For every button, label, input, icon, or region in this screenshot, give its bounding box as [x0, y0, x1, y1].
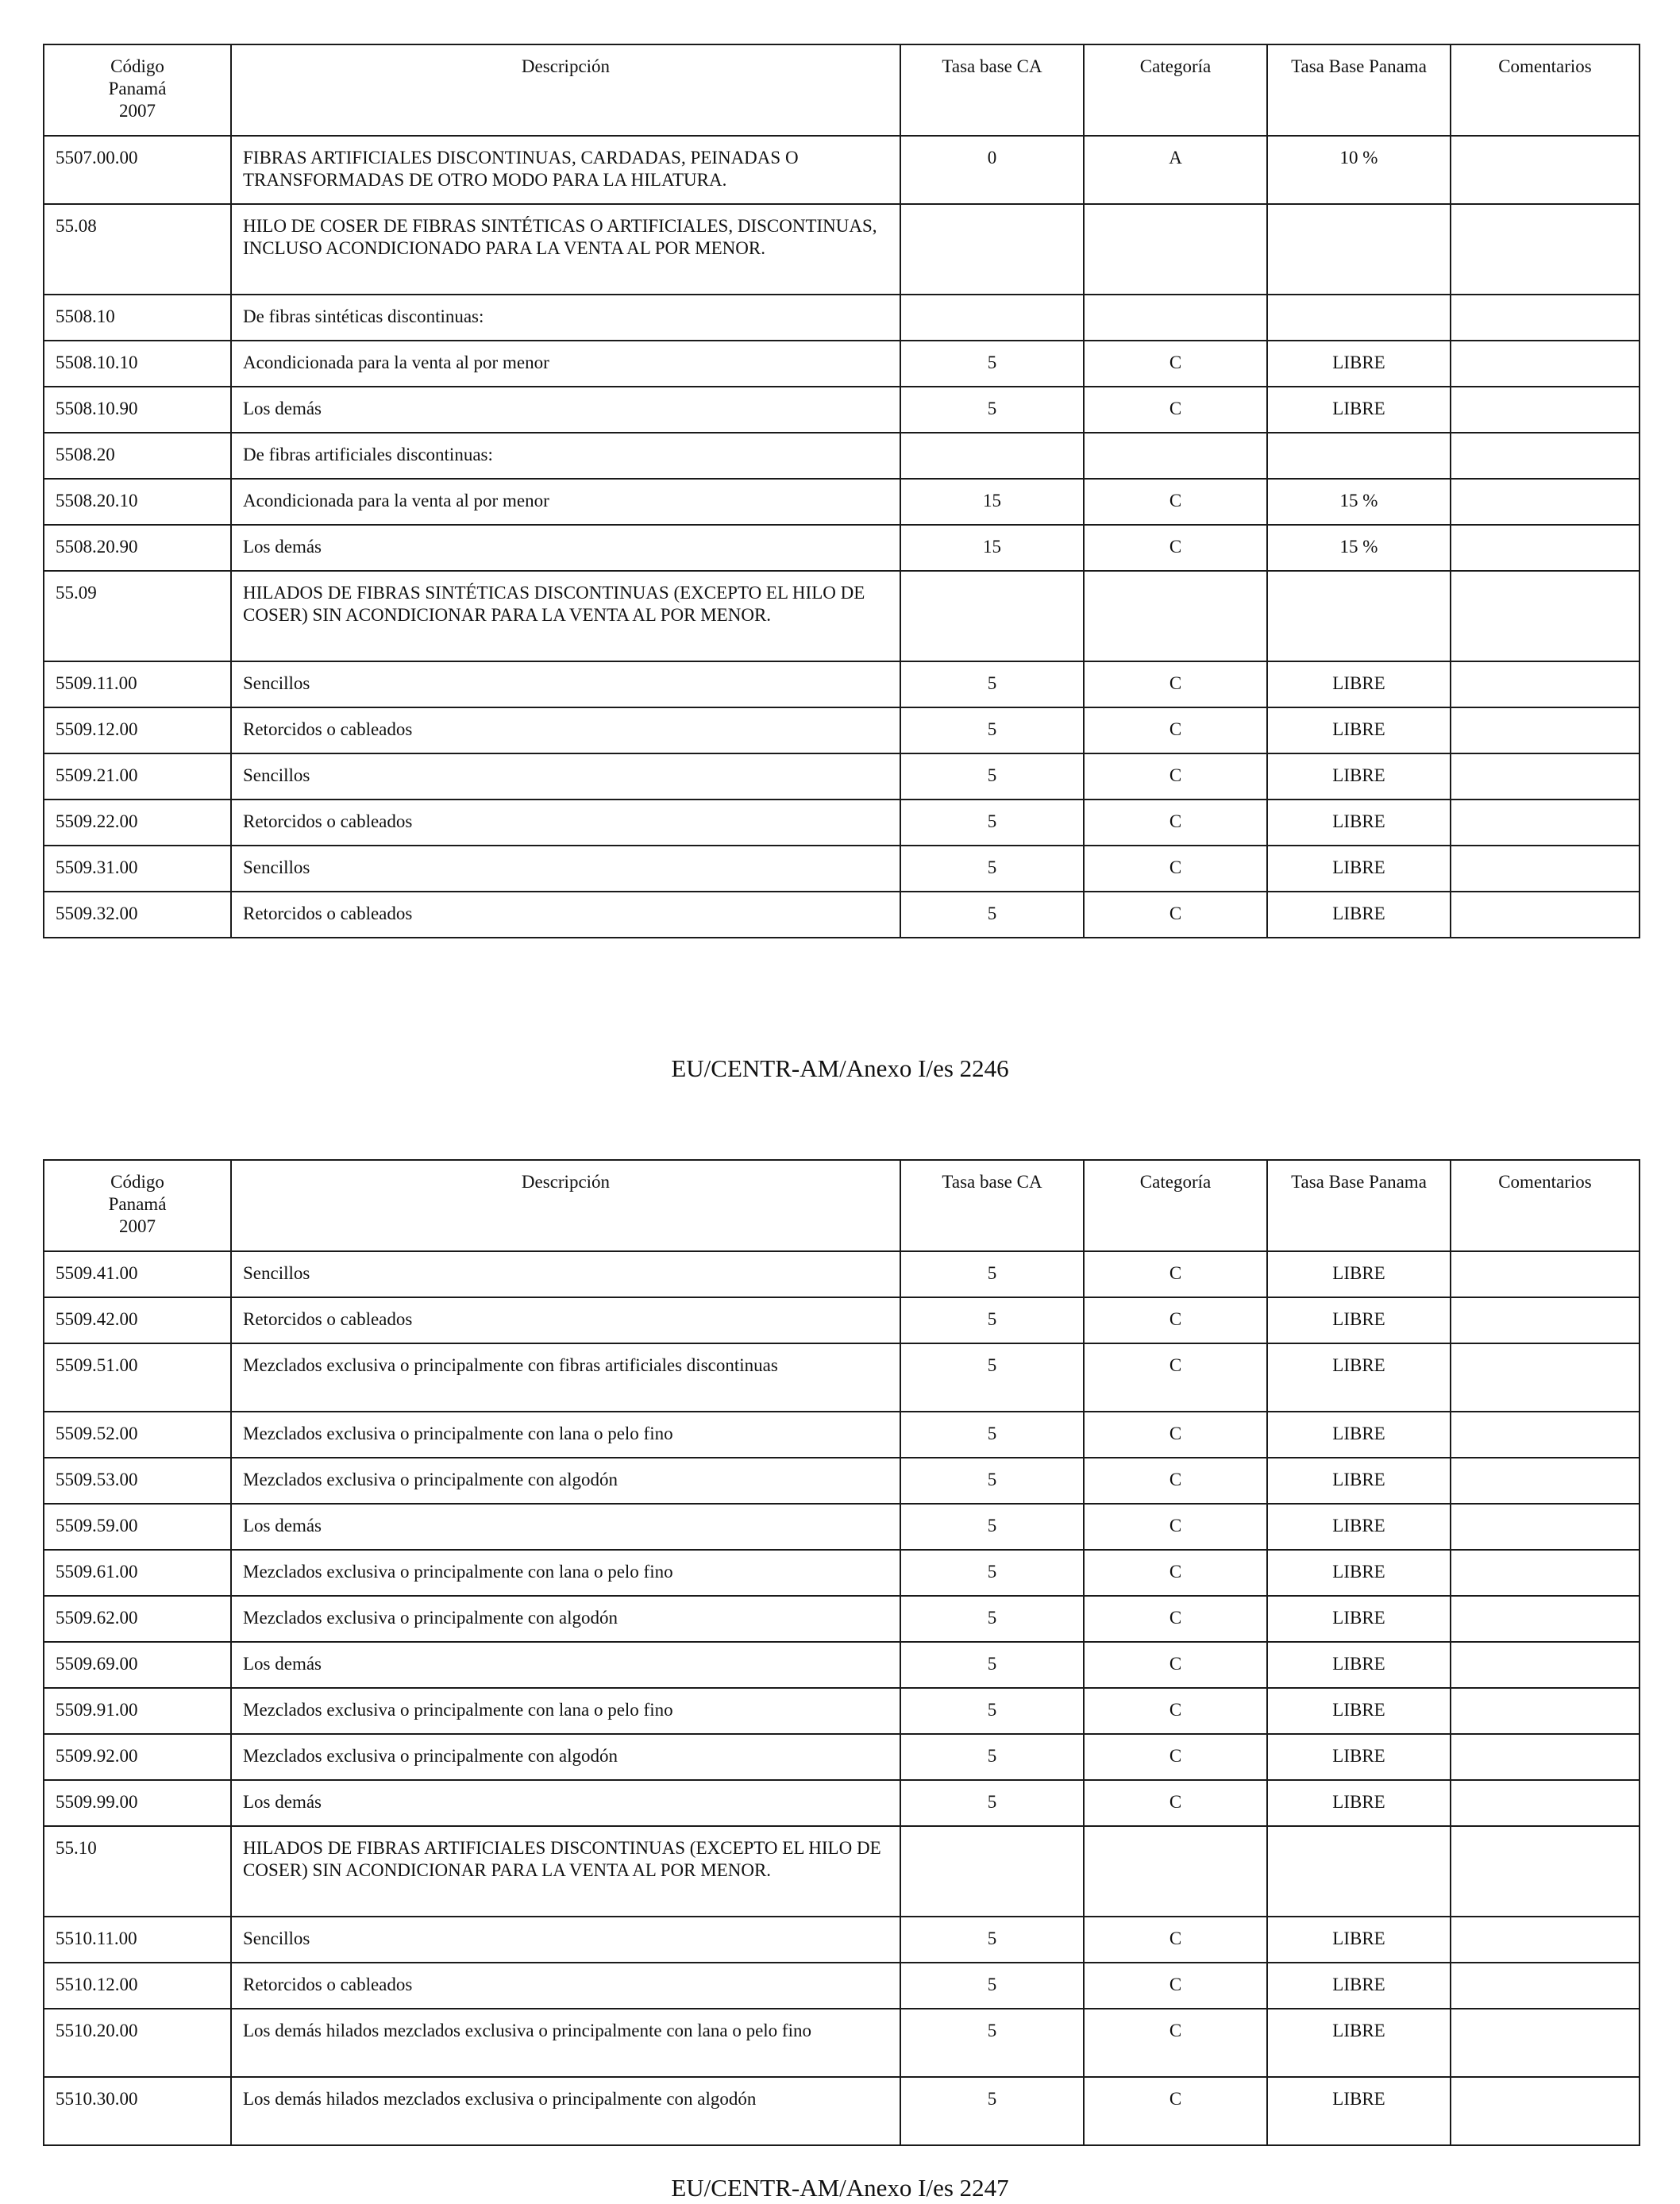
cell-comments: [1451, 1917, 1640, 1963]
cell-description: Mezclados exclusiva o principalmente con lana o pelo fino: [231, 1412, 900, 1458]
table-row: [44, 1826, 1640, 1917]
cell-code: 5509.92.00: [44, 1734, 231, 1780]
cell-description: Mezclados exclusiva o principalmente con lana o pelo fino: [231, 1550, 900, 1596]
cell-category: C: [1084, 525, 1267, 571]
table-row: [44, 1412, 1640, 1458]
cell-code: 5510.30.00: [44, 2077, 231, 2145]
cell-category: C: [1084, 1458, 1267, 1504]
cell-comments: [1451, 1251, 1640, 1297]
cell-category: C: [1084, 479, 1267, 525]
cell-rate-ca: 5: [900, 707, 1084, 753]
table-row: [44, 479, 1640, 525]
cell-comments: [1451, 753, 1640, 800]
cell-category: C: [1084, 1917, 1267, 1963]
table-row: [44, 2009, 1640, 2077]
cell-code: 5509.42.00: [44, 1297, 231, 1343]
cell-rate-panama: LIBRE: [1267, 2077, 1451, 2145]
cell-category: C: [1084, 1297, 1267, 1343]
cell-rate-ca: 5: [900, 1550, 1084, 1596]
header-category: Categoría: [1084, 1160, 1267, 1251]
cell-description: Mezclados exclusiva o principalmente con algodón: [231, 1596, 900, 1642]
cell-comments: [1451, 661, 1640, 707]
cell-comments: [1451, 1297, 1640, 1343]
cell-comments: [1451, 892, 1640, 938]
cell-rate-ca: 5: [900, 1963, 1084, 2009]
cell-code: 5508.10.90: [44, 387, 231, 433]
cell-comments: [1451, 1504, 1640, 1550]
cell-code: 5509.61.00: [44, 1550, 231, 1596]
cell-rate-panama: LIBRE: [1267, 1458, 1451, 1504]
cell-rate-panama: LIBRE: [1267, 1688, 1451, 1734]
page-footer: EU/CENTR-AM/Anexo I/es 2246: [671, 1054, 1009, 1082]
cell-category: C: [1084, 2077, 1267, 2145]
page-footer: EU/CENTR-AM/Anexo I/es 2247: [671, 2174, 1009, 2202]
cell-category: C: [1084, 800, 1267, 846]
cell-description: Acondicionada para la venta al por menor: [231, 341, 900, 387]
cell-comments: [1451, 1780, 1640, 1826]
table-row: [44, 800, 1640, 846]
cell-category: A: [1084, 136, 1267, 204]
cell-rate-ca: 5: [900, 1780, 1084, 1826]
cell-category: C: [1084, 387, 1267, 433]
cell-rate-panama: 15 %: [1267, 479, 1451, 525]
cell-code: 5508.10.10: [44, 341, 231, 387]
header-description: Descripción: [231, 44, 900, 136]
table-row: [44, 1504, 1640, 1550]
cell-rate-panama: [1267, 295, 1451, 341]
cell-comments: [1451, 525, 1640, 571]
table-row: [44, 1596, 1640, 1642]
cell-description: HILADOS DE FIBRAS ARTIFICIALES DISCONTINUAS (EXCEPTO EL HILO DE COSER) SIN ACONDICIONAR PARA LA VENTA AL POR MENOR.: [231, 1826, 900, 1917]
cell-description: Los demás: [231, 525, 900, 571]
cell-rate-ca: 15: [900, 525, 1084, 571]
cell-rate-panama: LIBRE: [1267, 1550, 1451, 1596]
cell-category: C: [1084, 892, 1267, 938]
cell-category: C: [1084, 1343, 1267, 1412]
cell-comments: [1451, 846, 1640, 892]
cell-rate-ca: 15: [900, 479, 1084, 525]
cell-rate-panama: 15 %: [1267, 525, 1451, 571]
cell-category: C: [1084, 2009, 1267, 2077]
cell-rate-ca: 5: [900, 1412, 1084, 1458]
cell-category: C: [1084, 1596, 1267, 1642]
cell-category: C: [1084, 1780, 1267, 1826]
cell-rate-panama: LIBRE: [1267, 661, 1451, 707]
cell-rate-panama: LIBRE: [1267, 800, 1451, 846]
cell-code: 5507.00.00: [44, 136, 231, 204]
table-row: [44, 295, 1640, 341]
header-rate-panama: Tasa Base Panama: [1267, 44, 1451, 136]
cell-category: C: [1084, 846, 1267, 892]
cell-comments: [1451, 571, 1640, 661]
cell-rate-panama: [1267, 204, 1451, 295]
cell-rate-panama: LIBRE: [1267, 2009, 1451, 2077]
cell-comments: [1451, 341, 1640, 387]
cell-category: C: [1084, 661, 1267, 707]
cell-category: C: [1084, 1412, 1267, 1458]
cell-description: Retorcidos o cableados: [231, 800, 900, 846]
cell-rate-panama: LIBRE: [1267, 1297, 1451, 1343]
cell-rate-panama: LIBRE: [1267, 1504, 1451, 1550]
header-description: Descripción: [231, 1160, 900, 1251]
cell-code: 5510.20.00: [44, 2009, 231, 2077]
cell-category: [1084, 433, 1267, 479]
cell-description: Acondicionada para la venta al por menor: [231, 479, 900, 525]
cell-rate-panama: LIBRE: [1267, 1596, 1451, 1642]
table-row: [44, 1343, 1640, 1412]
cell-code: 5509.62.00: [44, 1596, 231, 1642]
table-row: [44, 1458, 1640, 1504]
cell-category: [1084, 204, 1267, 295]
cell-rate-panama: LIBRE: [1267, 1963, 1451, 2009]
cell-comments: [1451, 1343, 1640, 1412]
cell-rate-panama: LIBRE: [1267, 1642, 1451, 1688]
cell-rate-ca: 5: [900, 2077, 1084, 2145]
cell-rate-panama: LIBRE: [1267, 753, 1451, 800]
cell-category: [1084, 571, 1267, 661]
cell-description: Mezclados exclusiva o principalmente con fibras artificiales discontinuas: [231, 1343, 900, 1412]
table-row: [44, 341, 1640, 387]
cell-rate-panama: LIBRE: [1267, 1343, 1451, 1412]
table-row: [44, 525, 1640, 571]
cell-rate-ca: 5: [900, 2009, 1084, 2077]
cell-comments: [1451, 204, 1640, 295]
cell-description: Retorcidos o cableados: [231, 1297, 900, 1343]
cell-category: C: [1084, 1688, 1267, 1734]
table-row: [44, 387, 1640, 433]
cell-code: 5508.20: [44, 433, 231, 479]
cell-description: Los demás hilados mezclados exclusiva o principalmente con lana o pelo fino: [231, 2009, 900, 2077]
cell-code: 5509.12.00: [44, 707, 231, 753]
header-rate-ca: Tasa base CA: [900, 1160, 1084, 1251]
header-code: Código Panamá 2007: [44, 44, 231, 136]
cell-description: Sencillos: [231, 846, 900, 892]
cell-rate-panama: LIBRE: [1267, 1917, 1451, 1963]
cell-description: Los demás: [231, 1780, 900, 1826]
table-row: [44, 892, 1640, 938]
cell-code: 5509.51.00: [44, 1343, 231, 1412]
cell-category: C: [1084, 1642, 1267, 1688]
table-row: [44, 136, 1640, 204]
table-row: [44, 1917, 1640, 1963]
tariff-table-page-2247: [43, 1159, 1640, 2146]
table-header-row: [44, 44, 1640, 136]
cell-comments: [1451, 1458, 1640, 1504]
cell-rate-ca: 5: [900, 661, 1084, 707]
cell-description: Retorcidos o cableados: [231, 892, 900, 938]
cell-description: Los demás: [231, 1504, 900, 1550]
cell-rate-ca: 5: [900, 800, 1084, 846]
cell-description: De fibras sintéticas discontinuas:: [231, 295, 900, 341]
table-row: [44, 1734, 1640, 1780]
table-row: [44, 204, 1640, 295]
cell-rate-panama: LIBRE: [1267, 1412, 1451, 1458]
cell-description: Mezclados exclusiva o principalmente con algodón: [231, 1458, 900, 1504]
cell-rate-panama: LIBRE: [1267, 1734, 1451, 1780]
table-row: [44, 1642, 1640, 1688]
cell-description: FIBRAS ARTIFICIALES DISCONTINUAS, CARDADAS, PEINADAS O TRANSFORMADAS DE OTRO MODO PARA LA HILATURA.: [231, 136, 900, 204]
cell-rate-ca: 5: [900, 341, 1084, 387]
cell-rate-panama: LIBRE: [1267, 387, 1451, 433]
cell-comments: [1451, 433, 1640, 479]
cell-category: C: [1084, 1734, 1267, 1780]
cell-category: C: [1084, 341, 1267, 387]
cell-rate-ca: 5: [900, 1504, 1084, 1550]
cell-code: 5509.53.00: [44, 1458, 231, 1504]
cell-comments: [1451, 1550, 1640, 1596]
cell-rate-panama: [1267, 571, 1451, 661]
cell-code: 5508.10: [44, 295, 231, 341]
cell-comments: [1451, 2009, 1640, 2077]
cell-description: Los demás: [231, 387, 900, 433]
table-row: [44, 753, 1640, 800]
table-row: [44, 846, 1640, 892]
cell-description: Los demás: [231, 1642, 900, 1688]
cell-category: C: [1084, 753, 1267, 800]
cell-comments: [1451, 1963, 1640, 2009]
cell-rate-panama: LIBRE: [1267, 892, 1451, 938]
header-comments: Comentarios: [1451, 44, 1640, 136]
cell-rate-panama: LIBRE: [1267, 1780, 1451, 1826]
cell-description: Sencillos: [231, 753, 900, 800]
cell-rate-ca: [900, 204, 1084, 295]
cell-category: C: [1084, 1550, 1267, 1596]
cell-comments: [1451, 295, 1640, 341]
cell-rate-ca: 5: [900, 387, 1084, 433]
cell-code: 5509.91.00: [44, 1688, 231, 1734]
cell-comments: [1451, 1596, 1640, 1642]
cell-rate-ca: 5: [900, 1642, 1084, 1688]
cell-code: 5509.52.00: [44, 1412, 231, 1458]
header-rate-ca: Tasa base CA: [900, 44, 1084, 136]
cell-code: 5509.41.00: [44, 1251, 231, 1297]
table-row: [44, 1963, 1640, 2009]
cell-category: C: [1084, 1963, 1267, 2009]
cell-code: 5509.32.00: [44, 892, 231, 938]
table-row: [44, 1297, 1640, 1343]
cell-code: 5509.11.00: [44, 661, 231, 707]
cell-code: 5509.99.00: [44, 1780, 231, 1826]
cell-category: [1084, 295, 1267, 341]
cell-rate-panama: LIBRE: [1267, 341, 1451, 387]
cell-rate-ca: 5: [900, 1596, 1084, 1642]
cell-code: 5509.59.00: [44, 1504, 231, 1550]
cell-comments: [1451, 800, 1640, 846]
cell-rate-ca: [900, 433, 1084, 479]
cell-rate-panama: LIBRE: [1267, 1251, 1451, 1297]
cell-rate-ca: 5: [900, 1734, 1084, 1780]
cell-comments: [1451, 2077, 1640, 2145]
cell-comments: [1451, 1688, 1640, 1734]
header-comments: Comentarios: [1451, 1160, 1640, 1251]
table-row: [44, 571, 1640, 661]
cell-code: 5509.21.00: [44, 753, 231, 800]
cell-rate-panama: 10 %: [1267, 136, 1451, 204]
cell-description: Los demás hilados mezclados exclusiva o principalmente con algodón: [231, 2077, 900, 2145]
cell-code: 5509.31.00: [44, 846, 231, 892]
table-header-row: [44, 1160, 1640, 1251]
cell-description: Mezclados exclusiva o principalmente con algodón: [231, 1734, 900, 1780]
cell-rate-panama: LIBRE: [1267, 707, 1451, 753]
table-row: [44, 1550, 1640, 1596]
cell-description: Sencillos: [231, 661, 900, 707]
cell-comments: [1451, 1642, 1640, 1688]
cell-rate-ca: [900, 571, 1084, 661]
tariff-table-page-2246: [43, 44, 1640, 938]
cell-comments: [1451, 707, 1640, 753]
cell-rate-ca: 5: [900, 1251, 1084, 1297]
table-row: [44, 707, 1640, 753]
cell-rate-panama: LIBRE: [1267, 846, 1451, 892]
header-rate-panama: Tasa Base Panama: [1267, 1160, 1451, 1251]
cell-code: 5508.20.10: [44, 479, 231, 525]
cell-rate-ca: 5: [900, 1917, 1084, 1963]
cell-comments: [1451, 1734, 1640, 1780]
table-row: [44, 2077, 1640, 2145]
cell-description: Retorcidos o cableados: [231, 707, 900, 753]
cell-category: C: [1084, 1504, 1267, 1550]
cell-comments: [1451, 1412, 1640, 1458]
table-row: [44, 1780, 1640, 1826]
cell-code: 5510.12.00: [44, 1963, 231, 2009]
table-row: [44, 1251, 1640, 1297]
cell-rate-ca: 5: [900, 1343, 1084, 1412]
cell-category: C: [1084, 1251, 1267, 1297]
cell-code: 5509.69.00: [44, 1642, 231, 1688]
cell-comments: [1451, 479, 1640, 525]
cell-category: C: [1084, 707, 1267, 753]
cell-rate-ca: 5: [900, 1297, 1084, 1343]
cell-code: 5510.11.00: [44, 1917, 231, 1963]
cell-code: 55.08: [44, 204, 231, 295]
cell-rate-ca: 5: [900, 1688, 1084, 1734]
header-code: Código Panamá 2007: [44, 1160, 231, 1251]
cell-code: 55.10: [44, 1826, 231, 1917]
header-category: Categoría: [1084, 44, 1267, 136]
cell-rate-ca: [900, 1826, 1084, 1917]
cell-description: Sencillos: [231, 1251, 900, 1297]
cell-description: Sencillos: [231, 1917, 900, 1963]
cell-rate-ca: [900, 295, 1084, 341]
cell-description: HILO DE COSER DE FIBRAS SINTÉTICAS O ARTIFICIALES, DISCONTINUAS, INCLUSO ACONDICIONADO PARA LA VENTA AL POR MENOR.: [231, 204, 900, 295]
table-row: [44, 433, 1640, 479]
cell-rate-panama: [1267, 1826, 1451, 1917]
cell-rate-ca: 5: [900, 846, 1084, 892]
cell-rate-ca: 5: [900, 1458, 1084, 1504]
cell-code: 55.09: [44, 571, 231, 661]
cell-code: 5508.20.90: [44, 525, 231, 571]
table-row: [44, 1688, 1640, 1734]
cell-category: [1084, 1826, 1267, 1917]
cell-description: Mezclados exclusiva o principalmente con lana o pelo fino: [231, 1688, 900, 1734]
cell-code: 5509.22.00: [44, 800, 231, 846]
cell-description: De fibras artificiales discontinuas:: [231, 433, 900, 479]
cell-rate-ca: 5: [900, 892, 1084, 938]
cell-description: Retorcidos o cableados: [231, 1963, 900, 2009]
cell-rate-ca: 0: [900, 136, 1084, 204]
cell-rate-panama: [1267, 433, 1451, 479]
cell-rate-ca: 5: [900, 753, 1084, 800]
cell-comments: [1451, 387, 1640, 433]
cell-comments: [1451, 1826, 1640, 1917]
table-row: [44, 661, 1640, 707]
cell-description: HILADOS DE FIBRAS SINTÉTICAS DISCONTINUAS (EXCEPTO EL HILO DE COSER) SIN ACONDICIONAR PARA LA VENTA AL POR MENOR.: [231, 571, 900, 661]
cell-comments: [1451, 136, 1640, 204]
